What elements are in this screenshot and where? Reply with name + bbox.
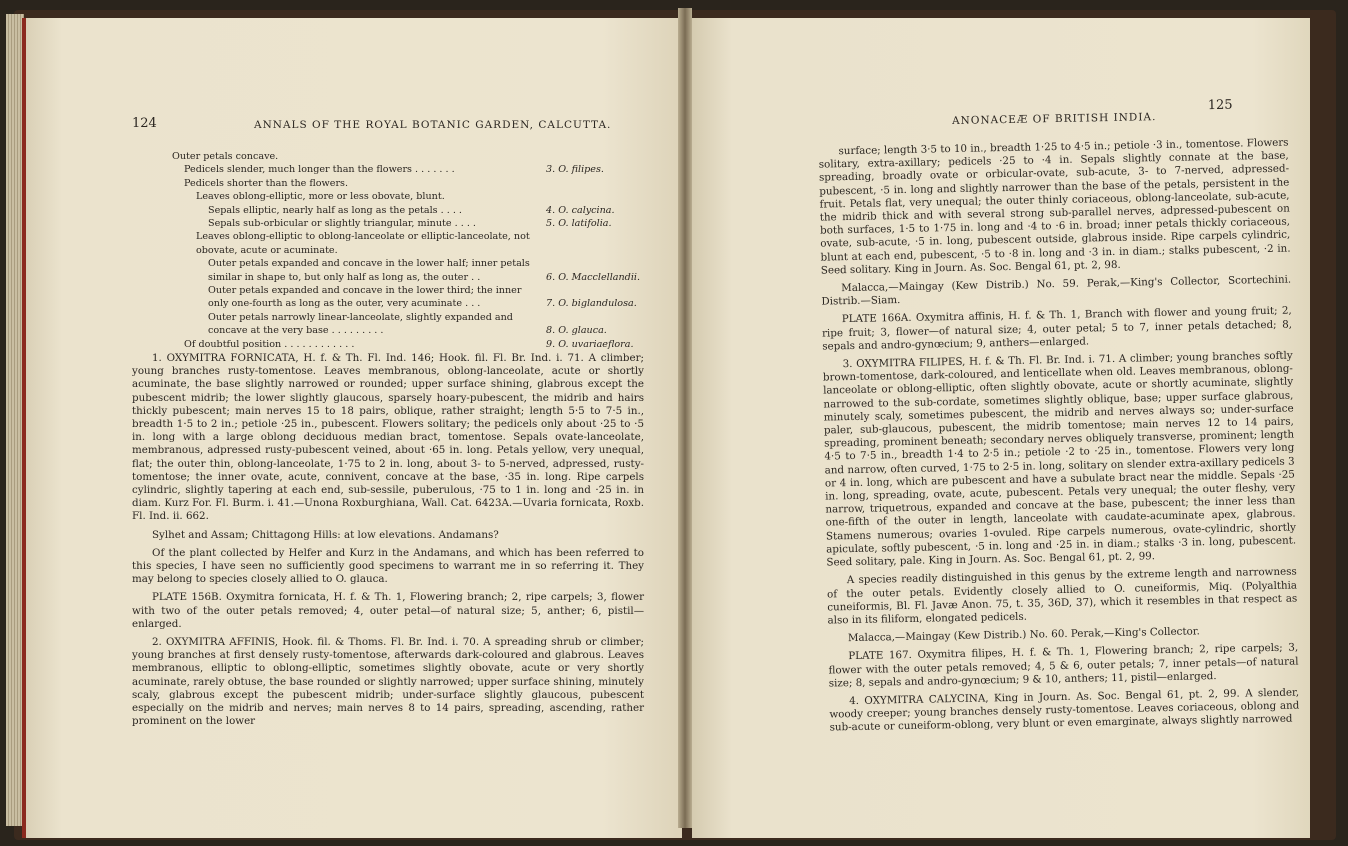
paragraph: 1. OXYMITRA FORNICATA, H. f. & Th. Fl. Ind. 146; Hook. fil. Fl. Br. Ind. i. 71. A climber; young branches rusty-tomentose. Leaves membranous, oblong-lanceolate, acute or shortly acuminate, the base slightly narrowed or rounded; upper surface shining, glabrous except the pubescent midrib; the lower slightly glaucous, sparsely hoary-pubescent, the midrib and hairs thickly pubescent; main nerves 15 to 18 pairs, oblique, rather straight; length 5·5 to 7·5 in., breadth 1·5 to 2 in.; petiole ·25 in., pubescent. Flowers solitary; the pedicels only about ·25 to ·5 in. long with a large oblong deciduous median bract, tomentose. Sepals ovate-lanceolate, membranous, adpressed rusty-pubescent veined, about ·65 in. long. Petals yellow, very unequal, flat; the outer thin, oblong-lanceolate, 1·75 to 2 in. long, about 3- to 5-nerved, adpressed, rusty-tomentose; the inner ovate, acute, connivent, concave at the base, ·35 in. long. Ripe carpels cylindric, slightly tapering at each end, sub-sessile, puberulous, ·75 to 1 in. long and ·25 in. in diam. Kurz For. Fl. Burm. i. 41.—Unona Roxburghiana, Wall. Cat. 6423A.—Uvaria fornicata, Roxb. Fl. Ind. ii. 662. <box>132 352 644 523</box>
paragraph: 4. OXYMITRA CALYCINA, King in Journ. As. Soc. Bengal 61, pt. 2, 99. A slender, woody creeper; young branches densely rusty-tomentose. Leaves coriaceous, oblong and sub-acute or cuneiform-oblong, very blunt or even emarginate, always slightly narrowed <box>829 686 1300 734</box>
key-row-text: Leaves oblong-elliptic to oblong-lanceolate or elliptic-lanceolate, not <box>196 231 530 243</box>
left-page <box>22 18 682 838</box>
key-row <box>172 150 632 163</box>
paragraph: surface; length 3·5 to 10 in., breadth 1·25 to 4·5 in.; petiole ·3 in., tomentose. Flowers solitary, extra-axillary; pedicels ·25 to ·4 in. Sepals slightly connate at the base, spreading, broadly ovate or orbicular-ovate, sub-acute, 3- to 7-nerved, adpressed-pubescent, ·5 in. long and slightly narrower than the base of the petals, persistent in the fruit. Petals flat, very unequal; the outer thinly coriaceous, oblong-lanceolate, sub-acute, the midrib thick and with several strong sub-parallel nerves, adpressed-pubescent on both surfaces, 1·5 to 1·75 in. long and ·4 to ·6 in. broad; inner petals thickly coriaceous, ovate, sub-acute, ·5 in. long, pubescent outside, glabrous inside. Ripe carpels cylindric, blunt at each end, pubescent, ·5 to ·8 in. long and ·3 in. in diam.; stalks pubescent, ·2 in. Seed solitary. King in Journ. As. Soc. Bengal 61, pt. 2, 98. <box>818 136 1291 277</box>
key-row-text: Leaves oblong-elliptic, more or less obovate, blunt. <box>196 191 445 203</box>
key-row <box>172 284 632 297</box>
key-row <box>172 324 632 337</box>
paragraph: Malacca,—Maingay (Kew Distrib.) No. 60. Perak,—King's Collector. <box>847 625 1200 645</box>
left-page-number: 124 <box>132 116 157 131</box>
key-row-text: only one-fourth as long as the outer, very acuminate . . . <box>208 298 481 310</box>
key-row-species <box>546 150 632 163</box>
paragraph: Malacca,—Maingay (Kew Distrib.) No. 59. Perak,—King's Collector, Scortechini. Distrib.—Siam. <box>821 273 1292 308</box>
right-page <box>692 18 1310 838</box>
key-row-text: Pedicels slender, much longer than the flowers . . . . . . . <box>184 164 455 176</box>
key-row <box>172 190 632 203</box>
key-row <box>172 244 632 257</box>
key-row-text: Outer petals expanded and concave in the lower third; the inner <box>208 285 522 297</box>
key-row-species: 8. O. glauca. <box>546 325 607 337</box>
key-row-species <box>546 190 632 203</box>
paragraph: 3. OXYMITRA FILIPES, H. f. & Th. Fl. Br. Ind. i. 71. A climber; young branches softly brown-tomentose, dark-coloured, and lenticellate when old. Leaves membranous, oblong-lanceolate or oblong-elliptic, often slightly obovate, acute or shortly acuminate, slightly narrowed to the sub-cordate, sometimes slightly oblique, base; upper surface glabrous, minutely scaly, sometimes pubescent, the midrib and nerves always so; under-surface paler, sub-glaucous, pubescent, the midrib tomentose; main nerves 12 to 14 pairs, spreading, prominent beneath; secondary nerves obliquely transverse, prominent; length 4·5 to 7·5 in., breadth 1·4 to 2·5 in.; petiole ·2 to ·25 in., tomentose. Flowers very long and narrow, often curved, 1·75 to 2·5 in. long, solitary on slender extra-axillary pedicels 3 or 4 in. long, which are pubescent and have a subulate bract near the middle. Sepals ·25 in. long, spreading, ovate, acute, pubescent. Petals very unequal; the outer fleshy, very narrow, triquetrous, expanded and concave at the base, pubescent; the inner less than one-fifth of the outer in length, lanceolate with caudate-acuminate apex, glabrous. Stamens numerous; ovaries 1-ovuled. Ripe carpels numerous, ovate-cylindric, shortly apiculate, softly pubescent, ·5 in. long and ·25 in. in diam.; stalks ·3 in. long, pubescent. Seed solitary, pale. King in Journ. As. Soc. Bengal 61, pt. 2, 99. <box>822 349 1297 569</box>
paragraph: 2. OXYMITRA AFFINIS, Hook. fil. & Thoms. Fl. Br. Ind. i. 70. A spreading shrub or climber; young branches at first densely rusty-tomentose, afterwards dark-coloured and glabrous. Leaves membranous, elliptic to oblong-elliptic, sometimes slightly obovate, acute or very shortly acuminate, rarely obtuse, the base rounded or slightly narrowed; upper surface shining, minutely scaly, glabrous except the pubescent midrib; under-surface slightly glaucous, pubescent especially on the midrib and nerves; main nerves 8 to 14 pairs, spreading, ascending, rather prominent on the lower <box>132 636 644 728</box>
species-key <box>172 150 641 351</box>
key-row-text: Sepals sub-orbicular or slightly triangular, minute . . . . <box>208 218 476 230</box>
key-row <box>172 338 632 351</box>
right-body-text <box>818 137 1299 740</box>
key-row-species: 6. O. Macclellandii. <box>546 271 641 283</box>
key-row-species <box>546 177 632 190</box>
key-row-text: obovate, acute or acuminate. <box>196 244 338 256</box>
key-row <box>172 204 632 217</box>
key-row-species <box>546 311 632 324</box>
key-row <box>172 257 632 270</box>
right-running-head: ANONACEÆ OF BRITISH INDIA. <box>951 111 1157 128</box>
key-row-species <box>546 257 632 270</box>
key-row-species: 5. O. latifolia. <box>546 218 612 230</box>
key-row <box>172 217 632 230</box>
key-row-species: 3. O. filipes. <box>546 164 604 176</box>
key-row <box>172 230 632 243</box>
right-page-number: 125 <box>1207 97 1233 114</box>
book-gutter <box>678 8 692 828</box>
key-row-species <box>546 244 632 257</box>
key-row-text: concave at the very base . . . . . . . . . <box>208 325 384 337</box>
paragraph: PLATE 167. Oxymitra filipes, H. f. & Th. 1, Flowering branch; 2, ripe carpels; 3, flower with the outer petals removed; 4, 5 & 6, outer petals; 7, inner petals—of natural size; 8, sepals and andro-gynœcium; 9 & 10, anthers; 11, pistil—enlarged. <box>828 641 1299 690</box>
key-row-species <box>546 284 632 297</box>
left-running-head: ANNALS OF THE ROYAL BOTANIC GARDEN, CALCUTTA. <box>254 119 612 131</box>
key-row <box>172 177 632 190</box>
key-row <box>172 311 632 324</box>
key-row-species: 4. O. calycina. <box>546 204 615 216</box>
key-row-species: 9. O. uvariaeflora. <box>546 338 634 350</box>
paragraph: A species readily distinguished in this genus by the extreme length and narrowness of the outer petals. Evidently closely allied to O. cuneiformis, Miq. (Polyalthia cuneiformis, Bl. Fl. Javæ Anon. 75, t. 35, 36D, 37), which it resembles in that respect as also in its filiform, elongated pedicels. <box>826 565 1298 627</box>
paragraph: Of the plant collected by Helfer and Kurz in the Andamans, and which has been referred to this species, I have seen no sufficiently good specimens to warrant me in so referring it. They may belong to species closely allied to O. glauca. <box>132 546 644 586</box>
key-row-text: similar in shape to, but only half as long as, the outer . . <box>208 271 481 283</box>
key-row-text: Sepals elliptic, nearly half as long as the petals . . . . <box>208 204 462 216</box>
key-row-text: Pedicels shorter than the flowers. <box>184 177 349 189</box>
key-row-text: Outer petals expanded and concave in the lower half; inner petals <box>208 258 530 270</box>
key-row <box>172 297 637 310</box>
key-row-text: Of doubtful position . . . . . . . . . . . . <box>184 338 355 350</box>
key-row-text: Outer petals narrowly linear-lanceolate, slightly expanded and <box>208 311 513 323</box>
key-row-text: Outer petals concave. <box>172 151 279 162</box>
right-page-content <box>692 18 1310 838</box>
key-row-species <box>546 230 632 243</box>
left-body-text <box>132 352 644 733</box>
key-row-species: 7. O. biglandulosa. <box>546 298 637 310</box>
paragraph: PLATE 156B. Oxymitra fornicata, H. f. & Th. 1, Flowering branch; 2, ripe carpels; 3, flower with two of the outer petals removed; 4, outer petal—of natural size; 5, anther; 6, pistil—enlarged. <box>132 591 644 630</box>
key-row <box>172 271 641 284</box>
key-row <box>172 163 632 176</box>
paragraph: Sylhet and Assam; Chittagong Hills: at low elevations. Andamans? <box>152 528 499 541</box>
paragraph: PLATE 166A. Oxymitra affinis, H. f. & Th. 1, Branch with flower and young fruit; 2, ripe fruit; 3, flower—of natural size; 4, outer petal; 5 to 7, inner petals detached; 8, sepals and andro-gynœcium; 9, anthers—enlarged. <box>821 304 1293 353</box>
ribbon-marker <box>22 18 26 838</box>
